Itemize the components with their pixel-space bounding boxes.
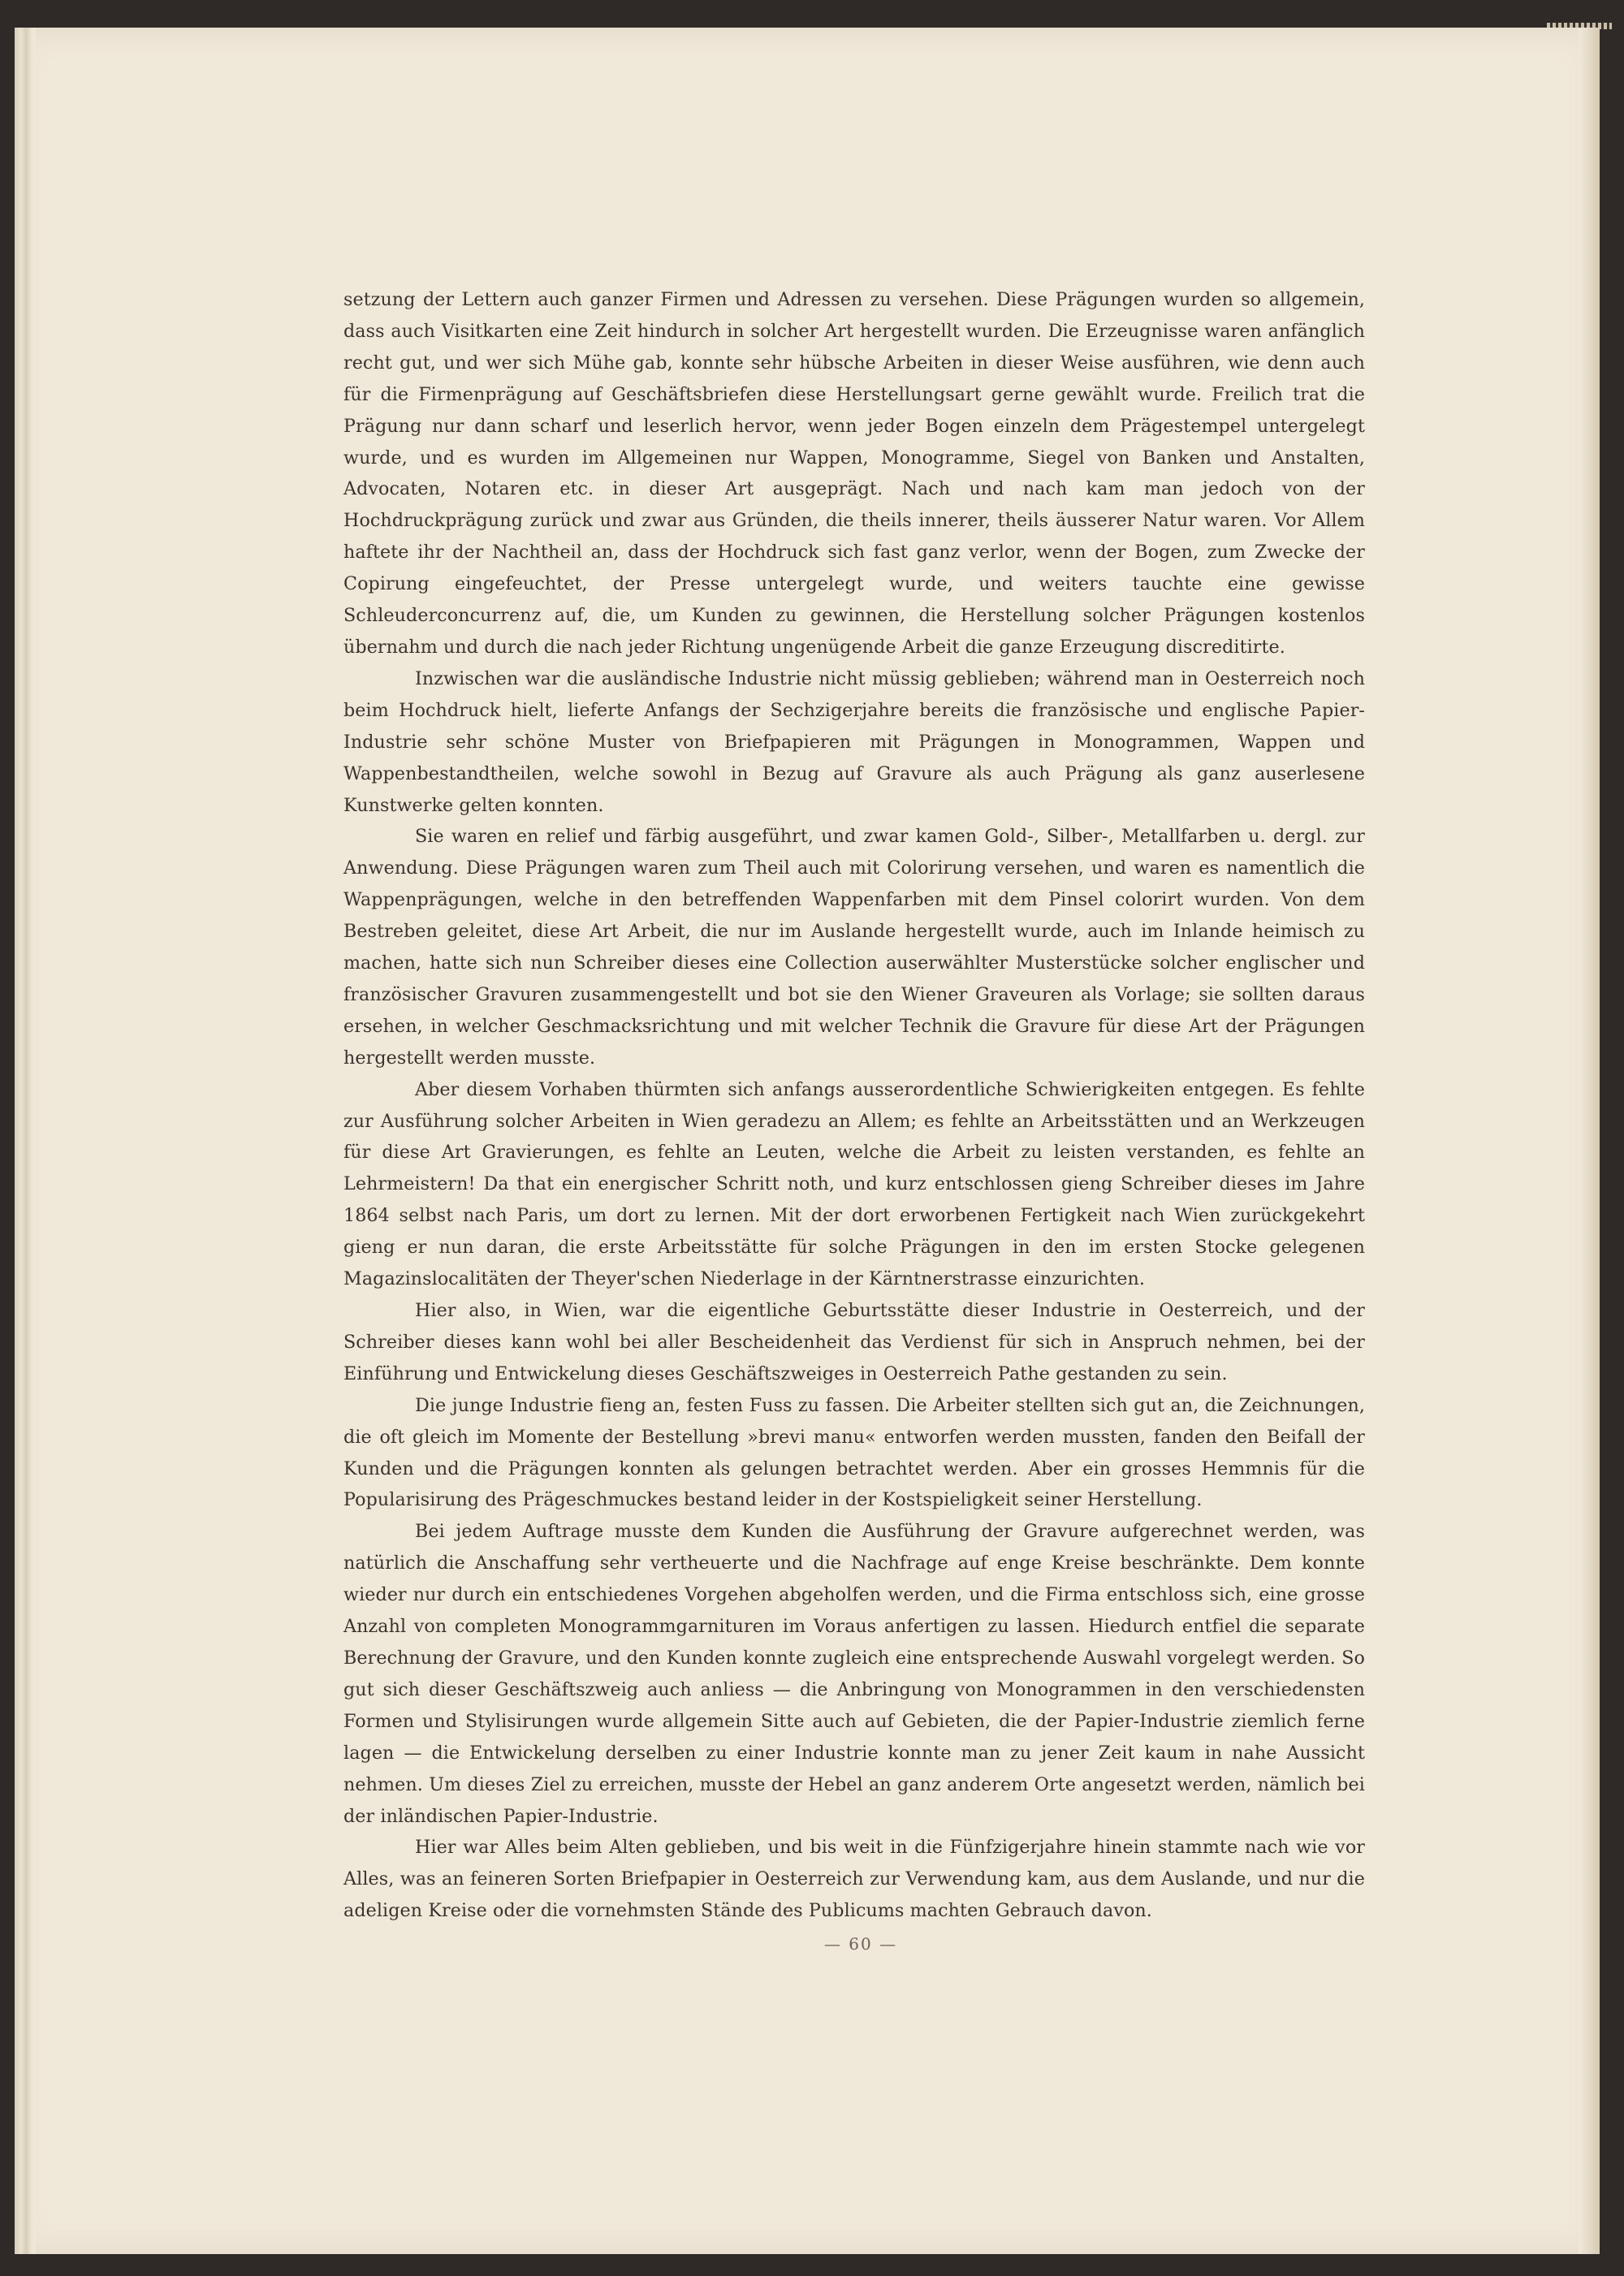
page-edge-left [15, 28, 36, 2254]
paragraph-1: setzung der Lettern auch ganzer Firmen und Adressen zu versehen. Diese Prägungen wurden so allgemein, dass auch Visitkarten eine Zeit hindurch in solcher Art hergestellt wurden. Die Erzeugnisse waren anfänglich recht gut, und wer sich Mühe gab, konnte sehr hübsche Arbeiten in dieser Weise ausführen, wie denn auch für die Firmenprägung auf Geschäftsbriefen diese Herstellungsart gerne gewählt wurde. Freilich trat die Prägung nur dann scharf und leserlich hervor, wenn jeder Bogen einzeln dem Prägestempel untergelegt wurde, und es wurden im Allgemeinen nur Wappen, Monogramme, Siegel von Banken und Anstalten, Advocaten, Notaren etc. in dieser Art ausgeprägt. Nach und nach kam man jedoch von der Hochdruckprägung zurück und zwar aus Gründen, die theils innerer, theils äusserer Natur waren. Vor Allem haftete ihr der Nachtheil an, dass der Hochdruck sich fast ganz verlor, wenn der Bogen, zum Zwecke der Copirung eingefeuchtet, der Presse untergelegt wurde, und weiters tauchte eine gewisse Schleuderconcurrenz auf, die, um Kunden zu gewinnen, die Herstellung solcher Prägungen kostenlos übernahm und durch die nach jeder Richtung ungenügende Arbeit die ganze Erzeugung discreditirte. [343, 289, 1365, 658]
paragraph-6: Die junge Industrie fieng an, festen Fuss zu fassen. Die Arbeiter stellten sich gut an, die Zeichnungen, die oft gleich im Momente der Bestellung »brevi manu« entworfen werden mussten, fanden den Beifall der Kunden und die Prägungen konnten als gelungen betrachtet werden. Aber ein grosses Hemmnis für die Popularisirung des Prägeschmuckes bestand leider in der Kostspieligkeit seiner Herstellung. [343, 1394, 1365, 1511]
body-text [343, 284, 1365, 1927]
paragraph-2: Inzwischen war die ausländische Industrie nicht müssig geblieben; während man in Oesterreich noch beim Hochdruck hielt, lieferte Anfangs der Sechzigerjahre bereits die französische und englische Papier-Industrie sehr schöne Muster von Briefpapieren mit Prägungen in Monogrammen, Wappen und Wappenbestandtheilen, welche sowohl in Bezug auf Gravure als auch Prägung als ganz auserlesene Kunstwerke gelten konnten. [343, 667, 1365, 816]
paragraph-5: Hier also, in Wien, war die eigentliche Geburtsstätte dieser Industrie in Oesterreich, und der Schreiber dieses kann wohl bei aller Bescheidenheit das Verdienst für sich in Anspruch nehmen, bei der Einführung und Entwickelung dieses Geschäftszweiges in Oesterreich Pathe gestanden zu sein. [343, 1300, 1365, 1384]
paragraph-8: Hier war Alles beim Alten geblieben, und bis weit in die Fünfzigerjahre hinein stammte nach wie vor Alles, was an feineren Sorten Briefpapier in Oesterreich zur Verwendung kam, aus dem Auslande, und nur die adeligen Kreise oder die vornehmsten Stände des Publicums machten Gebrauch davon. [343, 1837, 1365, 1922]
page-number: — 60 — [823, 1934, 898, 1954]
paragraph-4: Aber diesem Vorhaben thürmten sich anfangs ausserordentliche Schwierigkeiten entgegen. Es fehlte zur Ausführung solcher Arbeiten in Wien geradezu an Allem; es fehlte an Arbeitsstätten und an Werkzeugen für diese Art Gravierungen, es fehlte an Leuten, welche die Arbeit zu leisten verstanden, es fehlte an Lehrmeistern! Da that ein energischer Schritt noth, und kurz entschlossen gieng Schreiber dieses im Jahre 1864 selbst nach Paris, um dort zu lernen. Mit der dort erworbenen Fertigkeit nach Wien zurückgekehrt gieng er nun daran, die erste Arbeitsstätte für solche Prägungen in den im ersten Stocke gelegenen Magazinslocalitäten der Theyer'schen Niederlage in der Kärntnerstrasse einzurichten. [343, 1078, 1365, 1290]
page-edge-right [1579, 28, 1600, 2254]
paragraph-3: Sie waren en relief und färbig ausgeführt, und zwar kamen Gold-, Silber-, Metallfarben u. dergl. zur Anwendung. Diese Prägungen waren zum Theil auch mit Colorirung versehen, und waren es namentlich die Wappenprägungen, welche in den betreffenden Wappenfarben mit dem Pinsel colorirt wurden. Von dem Bestreben geleitet, diese Art Arbeit, die nur im Auslande hergestellt wurde, auch im Inlande heimisch zu machen, hatte sich nun Schreiber dieses eine Collection auserwählter Musterstücke solcher englischer und französischer Gravuren zusammengestellt und bot sie den Wiener Graveuren als Vorlage; sie sollten daraus ersehen, in welcher Geschmacksrichtung und mit welcher Technik die Gravure für diese Art der Prägungen hergestellt werden musste. [343, 826, 1365, 1069]
paragraph-7: Bei jedem Auftrage musste dem Kunden die Ausführung der Gravure aufgerechnet werden, was natürlich die Anschaffung sehr vertheuerte und die Nachfrage auf enge Kreise beschränkte. Dem konnte wieder nur durch ein entschiedenes Vorgehen abgeholfen werden, und die Firma entschloss sich, eine grosse Anzahl von completen Monogrammgarnituren im Voraus anfertigen zu lassen. Hiedurch entfiel die separate Berechnung der Gravure, und den Kunden konnte zugleich eine entsprechende Auswahl vorgelegt werden. So gut sich dieser Geschäftszweig auch anliess — die Anbringung von Monogrammen in den verschiedensten Formen und Stylisirungen wurde allgemein Sitte auch auf Gebieten, die der Papier-Industrie ziemlich ferne lagen — die Entwickelung derselben zu einer Industrie konnte man zu jener Zeit kaum in nahe Aussicht nehmen. Um dieses Ziel zu erreichen, musste der Hebel an ganz anderem Orte angesetzt werden, nämlich bei der inländischen Papier-Industrie. [343, 1521, 1365, 1827]
